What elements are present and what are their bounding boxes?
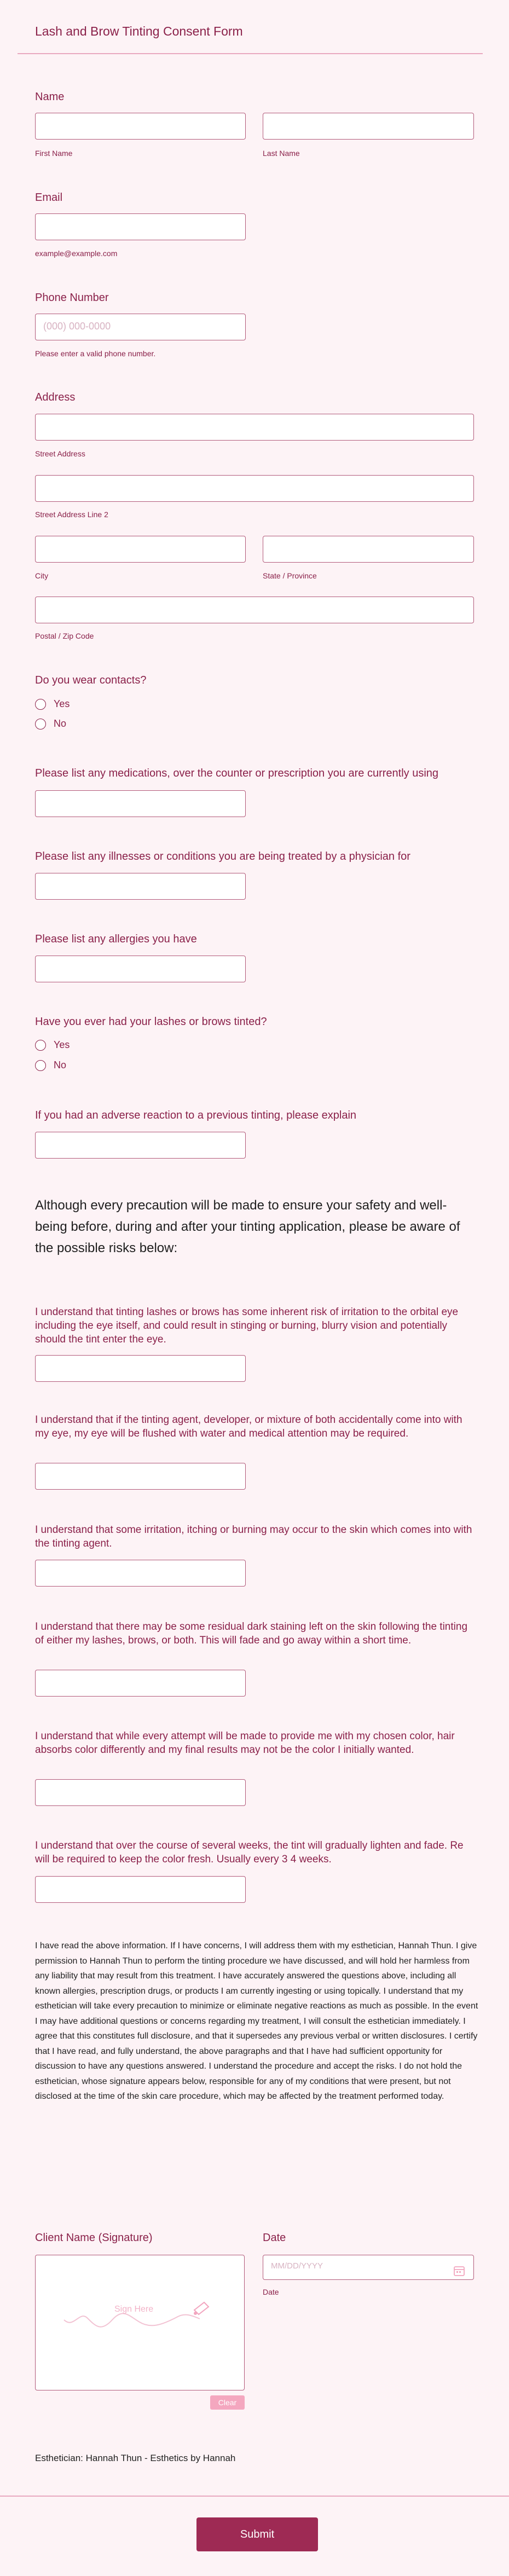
radio-circle[interactable] <box>35 699 46 710</box>
city-sublabel: City <box>35 571 49 580</box>
tinted-question: Have you ever had your lashes or brows tinted? <box>35 1016 267 1028</box>
calendar-icon[interactable] <box>453 2265 465 2277</box>
state-input[interactable] <box>263 536 474 563</box>
address-label: Address <box>35 391 76 403</box>
tinted-option-yes[interactable] <box>35 1039 70 1051</box>
risk-item-2: I understand that if the tinting agent, developer, or mixture of both accidentally come into with my eye, my eye will be flushed with water and medical attention may be required. <box>35 1414 462 1439</box>
form-title: Lash and Brow Tinting Consent Form <box>35 24 243 38</box>
title-divider <box>18 53 483 54</box>
consent-paragraph: I have read the above information. If I have concerns, I will address them with my esthetician, Hannah Thun. I give permission to Hannah Thun to perform the tinting procedure we have discussed, and will hold her harmless from any liability that may result from this treatment. I have accurately answered the questions above, including all known allergies, prescription drugs, or products I am currently ingesting or using topically. I understand that my esthetician will take every precaution to minimize or eliminate negative reactions as much as possible. In the event I may have additional questions or concerns regarding my treatment, I will consult the esthetician immediately. I agree that this constitutes full disclosure, and that it supersedes any previous verbal or written disclosures. I certify that I have read, and fully understand, the above paragraphs and that I have had sufficient opportunity for discussion to have any questions answered. I understand the procedure and accept the risks. I do not hold the esthetician, whose signature appears below, responsible for any of my conditions that were present, but not disclosed at the time of the skin care procedure, which may be affected by the treatment performed today. <box>35 1941 478 2101</box>
phone-label: Phone Number <box>35 292 109 304</box>
option-label: No <box>54 718 67 729</box>
esthetician-line: Esthetician: Hannah Thun - Esthetics by Hannah <box>35 2453 236 2463</box>
date-input[interactable]: MM/DD/YYYY <box>263 2255 474 2280</box>
email-sublabel: example@example.com <box>35 249 118 258</box>
zip-input[interactable] <box>35 597 474 623</box>
contacts-option-no[interactable] <box>35 718 66 730</box>
signature-pad[interactable] <box>35 2255 245 2390</box>
adverse-input[interactable] <box>35 1132 246 1159</box>
email-label: Email <box>35 192 63 204</box>
illnesses-question: Please list any illnesses or conditions you are being treated by a physician for <box>35 850 410 862</box>
contacts-question: Do you wear contacts? <box>35 674 147 686</box>
option-label: Yes <box>54 698 70 709</box>
risk-item-4: I understand that there may be some residual dark staining left on the skin following the tinting of either my lashes, brows, or both. This will fade and go away within a short time. <box>35 1621 468 1646</box>
medications-input[interactable] <box>35 790 246 817</box>
email-input[interactable] <box>35 213 246 240</box>
first-name-sublabel: First Name <box>35 149 73 158</box>
illnesses-input[interactable] <box>35 873 246 900</box>
zip-sublabel: Postal / Zip Code <box>35 632 94 640</box>
footer-divider <box>0 2496 509 2497</box>
allergies-question: Please list any allergies you have <box>35 933 197 945</box>
risk-item-6: I understand that over the course of several weeks, the tint will gradually lighten and fade. Re will be required to keep the color fresh. Usually every 3 4 weeks. <box>35 1840 464 1865</box>
option-label: Yes <box>54 1039 70 1050</box>
risk-item-2-input[interactable] <box>35 1463 246 1490</box>
sign-here-text: Sign Here <box>114 2305 154 2314</box>
state-sublabel: State / Province <box>263 571 317 580</box>
date-label: Date <box>263 2232 286 2244</box>
radio-circle[interactable] <box>35 1060 46 1071</box>
street-address-line2-sublabel: Street Address Line 2 <box>35 510 108 519</box>
signature-placeholder-icon <box>36 2255 244 2390</box>
radio-circle[interactable] <box>35 719 46 730</box>
name-label: Name <box>35 91 65 103</box>
submit-button[interactable]: Submit <box>196 2517 318 2551</box>
risk-item-5-input[interactable] <box>35 1779 246 1806</box>
contacts-option-yes[interactable] <box>35 698 70 710</box>
last-name-input[interactable] <box>263 113 474 140</box>
risk-item-3-input[interactable] <box>35 1560 246 1587</box>
signature-label: Client Name (Signature) <box>35 2232 153 2244</box>
risk-item-6-input[interactable] <box>35 1876 246 1903</box>
risk-item-4-input[interactable] <box>35 1670 246 1697</box>
first-name-input[interactable] <box>35 113 246 140</box>
street-address-line2-input[interactable] <box>35 475 474 502</box>
city-input[interactable] <box>35 536 246 563</box>
risk-item-1-input[interactable] <box>35 1355 246 1382</box>
medications-question: Please list any medications, over the counter or prescription you are currently using <box>35 767 439 779</box>
radio-circle[interactable] <box>35 1040 46 1051</box>
risk-item-3: I understand that some irritation, itching or burning may occur to the skin which comes into with the tinting agent. <box>35 1524 472 1549</box>
allergies-input[interactable] <box>35 956 246 982</box>
adverse-question: If you had an adverse reaction to a previous tinting, please explain <box>35 1109 357 1121</box>
last-name-sublabel: Last Name <box>263 149 300 158</box>
risks-heading: Although every precaution will be made to ensure your safety and well-being before, during and after your tinting application, please be aware of the possible risks below: <box>35 1198 460 1255</box>
phone-input[interactable]: (000) 000-0000 <box>35 314 246 340</box>
risk-item-1: I understand that tinting lashes or brows has some inherent risk of irritation to the orbital eye including the eye itself, and could result in stinging or burning, blurry vision and potentially should the tint enter the eye. <box>35 1306 459 1345</box>
street-address-sublabel: Street Address <box>35 449 85 458</box>
clear-signature-button[interactable]: Clear <box>210 2395 245 2410</box>
risk-item-5: I understand that while every attempt will be made to provide me with my chosen color, hair absorbs color differently and my final results may not be the color I initially wanted. <box>35 1730 455 1756</box>
tinted-option-no[interactable] <box>35 1060 66 1071</box>
option-label: No <box>54 1060 67 1070</box>
street-address-input[interactable] <box>35 414 474 441</box>
phone-sublabel: Please enter a valid phone number. <box>35 349 156 358</box>
date-sublabel: Date <box>263 2288 279 2296</box>
